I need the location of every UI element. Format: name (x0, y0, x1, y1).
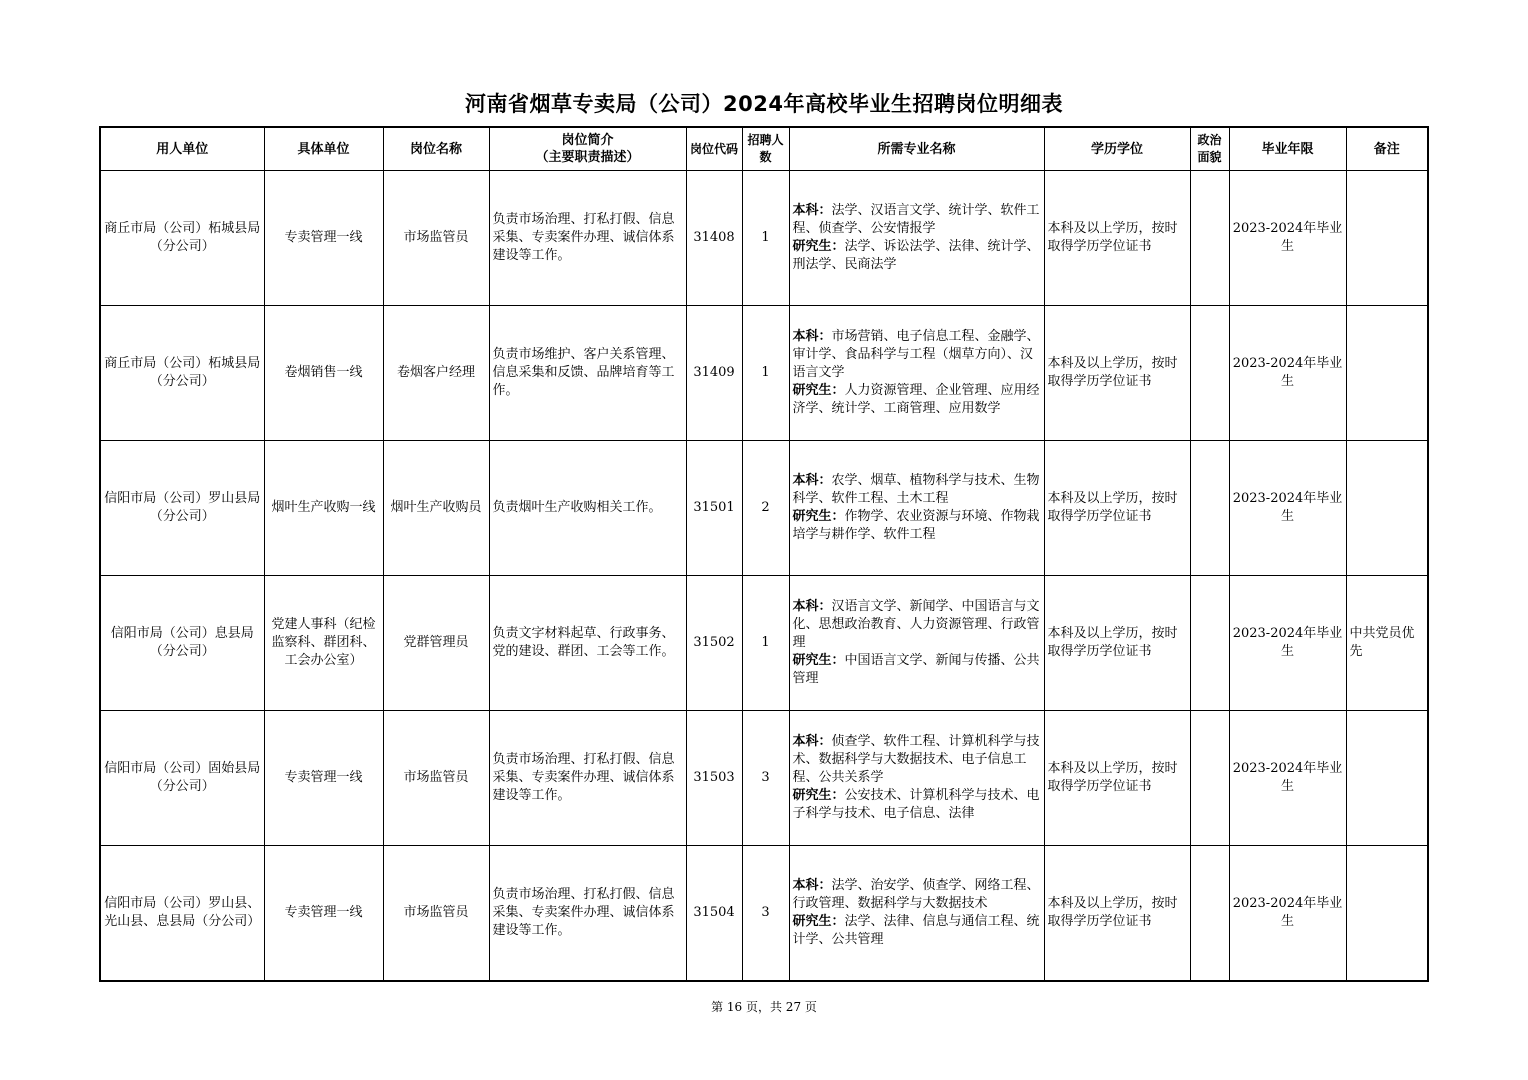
cell-code: 31502 (686, 576, 742, 711)
header-unit: 用人单位 (100, 127, 264, 171)
cell-desc: 负责烟叶生产收购相关工作。 (489, 441, 686, 576)
cell-grad-year: 2023-2024年毕业生 (1229, 576, 1346, 711)
header-grad-year: 毕业年限 (1229, 127, 1346, 171)
undergrad-majors: 汉语言文学、新闻学、中国语言与文化、思想政治教育、人力资源管理、行政管理 (792, 599, 1040, 650)
cell-remark: 中共党员优先 (1346, 576, 1428, 711)
cell-code: 31501 (686, 441, 742, 576)
cell-count: 3 (742, 846, 789, 982)
cell-count: 1 (742, 576, 789, 711)
table-body (100, 171, 1428, 982)
cell-unit: 信阳市局（公司）罗山县、光山县、息县局（分公司） (100, 846, 264, 982)
header-desc-line2: （主要职责描述） (535, 150, 640, 165)
majors-undergrad (793, 472, 1041, 508)
cell-count: 1 (742, 171, 789, 306)
cell-politics (1190, 171, 1229, 306)
cell-majors (789, 171, 1044, 306)
cell-desc: 负责市场治理、打私打假、信息采集、专卖案件办理、诚信体系建设等工作。 (489, 171, 686, 306)
cell-count: 2 (742, 441, 789, 576)
majors-graduate (793, 652, 1041, 688)
table-row (100, 441, 1428, 576)
cell-unit: 信阳市局（公司）罗山县局（分公司） (100, 441, 264, 576)
cell-degree: 本科及以上学历，按时取得学历学位证书 (1044, 711, 1190, 846)
majors-graduate (793, 508, 1041, 544)
header-degree: 学历学位 (1044, 127, 1190, 171)
graduate-majors: 法学、诉讼法学、法律、统计学、刑法学、民商法学 (792, 239, 1040, 272)
undergrad-label: 本科： (792, 329, 832, 344)
table-row (100, 576, 1428, 711)
cell-code: 31504 (686, 846, 742, 982)
cell-remark (1346, 171, 1428, 306)
cell-remark (1346, 846, 1428, 982)
cell-grad-year: 2023-2024年毕业生 (1229, 306, 1346, 441)
table-row (100, 171, 1428, 306)
majors-undergrad (793, 328, 1041, 382)
cell-code: 31408 (686, 171, 742, 306)
cell-code: 31503 (686, 711, 742, 846)
majors-undergrad (793, 733, 1041, 787)
header-desc-line1: 岗位简介 (561, 133, 614, 148)
cell-sub-unit: 烟叶生产收购一线 (264, 441, 383, 576)
undergrad-label: 本科： (792, 473, 832, 488)
cell-sub-unit: 专卖管理一线 (264, 846, 383, 982)
cell-position: 市场监管员 (383, 711, 489, 846)
cell-degree: 本科及以上学历，按时取得学历学位证书 (1044, 441, 1190, 576)
majors-undergrad (793, 598, 1041, 652)
cell-code: 31409 (686, 306, 742, 441)
graduate-label: 研究生： (792, 914, 845, 929)
header-sub-unit: 具体单位 (264, 127, 383, 171)
majors-graduate (793, 238, 1041, 274)
undergrad-majors: 侦查学、软件工程、计算机科学与技术、数据科学与大数据技术、电子信息工程、公共关系学 (792, 734, 1040, 785)
header-count: 招聘人数 (742, 127, 789, 171)
cell-unit: 信阳市局（公司）息县局（分公司） (100, 576, 264, 711)
cell-desc: 负责市场维护、客户关系管理、信息采集和反馈、品牌培育等工作。 (489, 306, 686, 441)
graduate-majors: 作物学、农业资源与环境、作物栽培学与耕作学、软件工程 (792, 509, 1040, 542)
cell-sub-unit: 卷烟销售一线 (264, 306, 383, 441)
cell-grad-year: 2023-2024年毕业生 (1229, 171, 1346, 306)
undergrad-label: 本科： (792, 878, 832, 893)
cell-position: 市场监管员 (383, 171, 489, 306)
cell-politics (1190, 846, 1229, 982)
header-remark: 备注 (1346, 127, 1428, 171)
header-row (100, 127, 1428, 171)
graduate-majors: 中国语言文学、新闻与传播、公共管理 (792, 653, 1040, 686)
undergrad-label: 本科： (792, 734, 832, 749)
cell-unit: 信阳市局（公司）固始县局（分公司） (100, 711, 264, 846)
undergrad-majors: 农学、烟草、植物科学与技术、生物科学、软件工程、土木工程 (792, 473, 1040, 506)
table-row (100, 711, 1428, 846)
cell-remark (1346, 711, 1428, 846)
undergrad-majors: 法学、汉语言文学、统计学、软件工程、侦查学、公安情报学 (792, 203, 1040, 236)
cell-position: 市场监管员 (383, 846, 489, 982)
header-position: 岗位名称 (383, 127, 489, 171)
graduate-label: 研究生： (792, 509, 845, 524)
cell-desc: 负责市场治理、打私打假、信息采集、专卖案件办理、诚信体系建设等工作。 (489, 846, 686, 982)
cell-desc: 负责市场治理、打私打假、信息采集、专卖案件办理、诚信体系建设等工作。 (489, 711, 686, 846)
cell-count: 1 (742, 306, 789, 441)
cell-grad-year: 2023-2024年毕业生 (1229, 846, 1346, 982)
graduate-label: 研究生： (792, 383, 845, 398)
page-footer: 第 16 页，共 27 页 (711, 1000, 817, 1014)
cell-unit: 商丘市局（公司）柘城县局（分公司） (100, 306, 264, 441)
cell-remark (1346, 306, 1428, 441)
graduate-majors: 人力资源管理、企业管理、应用经济学、统计学、工商管理、应用数学 (792, 383, 1040, 416)
cell-majors (789, 441, 1044, 576)
graduate-majors: 法学、法律、信息与通信工程、统计学、公共管理 (792, 914, 1040, 947)
cell-majors (789, 576, 1044, 711)
cell-count: 3 (742, 711, 789, 846)
cell-degree: 本科及以上学历，按时取得学历学位证书 (1044, 306, 1190, 441)
cell-desc: 负责文字材料起草、行政事务、党的建设、群团、工会等工作。 (489, 576, 686, 711)
undergrad-label: 本科： (792, 203, 832, 218)
table-row (100, 846, 1428, 982)
cell-grad-year: 2023-2024年毕业生 (1229, 441, 1346, 576)
graduate-majors: 公安技术、计算机科学与技术、电子科学与技术、电子信息、法律 (792, 788, 1040, 821)
cell-position: 党群管理员 (383, 576, 489, 711)
cell-degree: 本科及以上学历，按时取得学历学位证书 (1044, 171, 1190, 306)
cell-unit: 商丘市局（公司）柘城县局（分公司） (100, 171, 264, 306)
job-table (99, 126, 1429, 982)
header-desc (489, 127, 686, 171)
majors-graduate (793, 787, 1041, 823)
cell-sub-unit: 专卖管理一线 (264, 171, 383, 306)
majors-undergrad (793, 202, 1041, 238)
cell-grad-year: 2023-2024年毕业生 (1229, 711, 1346, 846)
header-code: 岗位代码 (686, 127, 742, 171)
graduate-label: 研究生： (792, 788, 845, 803)
cell-position: 烟叶生产收购员 (383, 441, 489, 576)
cell-degree: 本科及以上学历，按时取得学历学位证书 (1044, 576, 1190, 711)
cell-majors (789, 846, 1044, 982)
header-majors: 所需专业名称 (789, 127, 1044, 171)
cell-sub-unit: 党建人事科（纪检监察科、群团科、工会办公室） (264, 576, 383, 711)
cell-politics (1190, 576, 1229, 711)
majors-graduate (793, 913, 1041, 949)
majors-undergrad (793, 877, 1041, 913)
cell-majors (789, 711, 1044, 846)
cell-majors (789, 306, 1044, 441)
cell-position: 卷烟客户经理 (383, 306, 489, 441)
majors-graduate (793, 382, 1041, 418)
graduate-label: 研究生： (792, 239, 845, 254)
undergrad-label: 本科： (792, 599, 832, 614)
cell-politics (1190, 306, 1229, 441)
table-row (100, 306, 1428, 441)
page-title: 河南省烟草专卖局（公司）2024年高校毕业生招聘岗位明细表 (465, 92, 1063, 116)
undergrad-majors: 市场营销、电子信息工程、金融学、审计学、食品科学与工程（烟草方向）、汉语言文学 (792, 329, 1040, 380)
cell-sub-unit: 专卖管理一线 (264, 711, 383, 846)
graduate-label: 研究生： (792, 653, 845, 668)
cell-politics (1190, 441, 1229, 576)
cell-remark (1346, 441, 1428, 576)
header-politics: 政治面貌 (1190, 127, 1229, 171)
undergrad-majors: 法学、治安学、侦查学、网络工程、行政管理、数据科学与大数据技术 (792, 878, 1040, 911)
cell-politics (1190, 711, 1229, 846)
cell-degree: 本科及以上学历，按时取得学历学位证书 (1044, 846, 1190, 982)
